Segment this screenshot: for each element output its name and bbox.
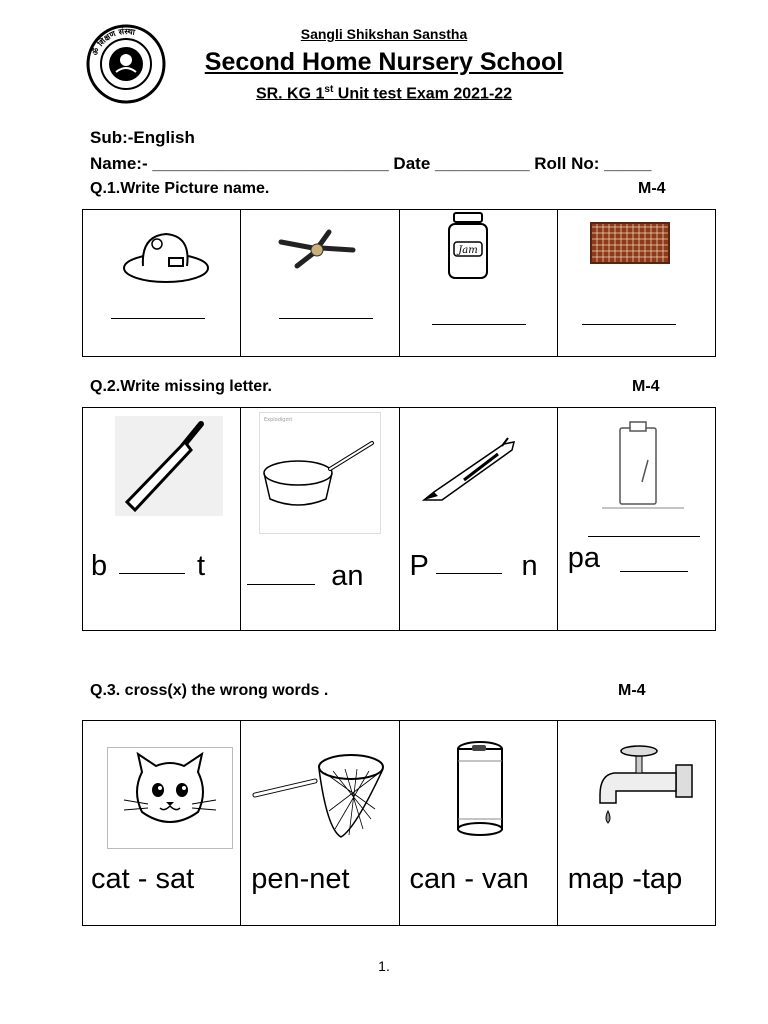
q2-letter-before: P <box>409 550 429 582</box>
pad-icon <box>598 420 688 514</box>
q2-letter-before: b <box>91 550 108 582</box>
mat-icon <box>590 222 670 264</box>
svg-text:ॐ शिक्षण संस्था: ॐ शिक्षण संस्था <box>90 26 136 57</box>
q1-answer-line[interactable] <box>279 318 373 319</box>
q2-answer-line[interactable] <box>119 573 185 574</box>
q1-answer-line[interactable] <box>582 324 676 325</box>
q2-answer-line[interactable] <box>620 571 688 572</box>
q2-title: Q.2.Write missing letter. <box>90 378 272 395</box>
q2-letter-before: pa <box>567 542 601 574</box>
q3-cell-cat <box>83 721 241 926</box>
q1-cell-hat <box>83 210 241 357</box>
q1-title: Q.1.Write Picture name. <box>90 180 270 197</box>
net-icon <box>251 749 385 841</box>
q3-word-choice[interactable]: pen-net <box>251 863 350 895</box>
q3-marks: M-4 <box>618 682 646 699</box>
jam-jar-icon <box>446 212 490 280</box>
can-icon <box>452 739 508 837</box>
q3-word-choice[interactable]: cat - sat <box>91 863 195 895</box>
q2-letter-after: an <box>331 560 364 592</box>
society-name: Sangli Shikshan Sanstha <box>300 26 468 42</box>
q1-table <box>82 209 716 357</box>
q2-marks: M-4 <box>632 378 660 395</box>
svg-text:Explodigmt: Explodigmt <box>264 417 293 423</box>
q3-cell-can <box>399 721 557 926</box>
cat-icon <box>107 747 233 849</box>
q2-answer-line[interactable] <box>247 584 315 585</box>
name-date-roll-line: Name:- _________________________ Date __________ Roll No: _____ <box>90 154 652 173</box>
q2-cell-pen <box>399 408 557 631</box>
q3-title: Q.3. cross(x) the wrong words . <box>90 682 329 699</box>
q1-cell-fan <box>241 210 399 357</box>
q2-cell-pan <box>241 408 399 631</box>
q2-cell-bat <box>83 408 241 631</box>
q1-answer-line[interactable] <box>111 318 205 319</box>
q3-table <box>82 720 716 926</box>
q2-letter-after: n <box>521 550 538 582</box>
bat-icon <box>115 416 223 516</box>
page-number: 1. <box>378 958 390 974</box>
q2-letter-after: t <box>197 550 206 582</box>
subject-label: Sub:-English <box>90 128 195 147</box>
school-name: Second Home Nursery School <box>204 48 564 76</box>
svg-text:Jam: Jam <box>457 245 478 256</box>
fan-icon <box>277 228 357 272</box>
q1-cell-mat <box>557 210 715 357</box>
q2-table <box>82 407 716 631</box>
hat-icon <box>121 228 211 286</box>
exam-title: SR. KG 1st Unit test Exam 2021-22 <box>255 84 513 103</box>
pan-icon <box>259 412 381 534</box>
q2-answer-line-top[interactable] <box>588 536 700 537</box>
q3-word-choice[interactable]: map -tap <box>567 863 683 895</box>
q1-answer-line[interactable] <box>432 324 526 325</box>
q2-cell-pad <box>557 408 715 631</box>
q3-cell-tap <box>557 721 715 926</box>
q3-cell-net <box>241 721 399 926</box>
q1-marks: M-4 <box>638 180 666 197</box>
q2-answer-line[interactable] <box>436 573 502 574</box>
pen-icon <box>420 434 520 504</box>
tap-icon <box>596 741 696 825</box>
q3-word-choice[interactable]: can - van <box>409 863 529 895</box>
q1-cell-jam <box>399 210 557 357</box>
